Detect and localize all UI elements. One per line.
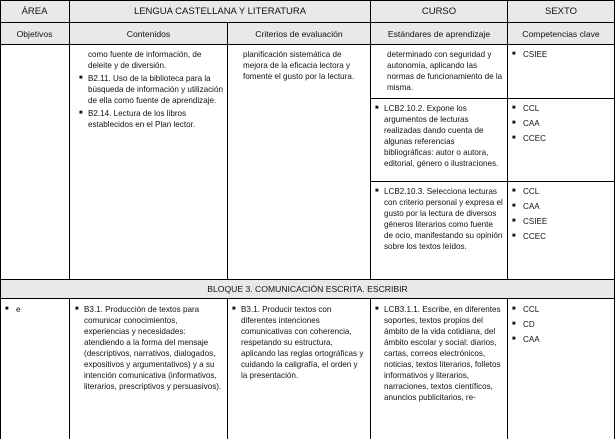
curso-label: CURSO — [421, 6, 457, 17]
estandar-item: ■ LCB2.10.2. Expone los argumentos de lecturas realizadas dando cuenta de algunas referencias bibliográficas: autor o autora, editorial, género o ilustraciones. — [375, 104, 499, 168]
competencia-item: ■ CAA — [512, 202, 540, 211]
estandar-text: LCB2.10.3. Selecciona lecturas con criterio personal y expresa el gusto por la lectura de diversos géneros literarios como fuente de ocio, manifestando su opinión sobre los textos leídos. — [384, 187, 503, 251]
competencias-cell — [510, 49, 610, 64]
block3-criterio: ■ B3.1. Producir textos con diferentes intenciones comunicativas con coherencia, respetando su estructura, aplicando las reglas ortográficas y cuidando la caligrafía, el orden y la presentación. — [232, 305, 364, 380]
col-header-contenidos: Contenidos — [126, 28, 171, 39]
block3-contenido: ■ B3.1. Producción de textos para comunicar conocimientos, experiencias y necesidades: atendiendo a la forma del mensaje (descriptivos, narrativos, dialogados, expositivos y argumentativos) y a su intención comunicativa (informativos, literarios, prescriptivos y persuasivos). — [75, 305, 222, 391]
competencia-item: ■ CCL — [512, 104, 540, 113]
competencia-item: ■ CCEC — [512, 134, 546, 143]
competencia-item: ■ CCEC — [512, 232, 546, 241]
competencia-item: ■ CSIEE — [512, 217, 548, 226]
criterio-text: B3.1. Producir textos con diferentes intenciones comunicativas con coherencia, respetando su estructura, aplicando las reglas ortográficas y cuidando la caligrafía, el orden y la presentación. — [241, 305, 364, 380]
objetivo-item: ■ e — [5, 305, 21, 314]
competencias-cell — [510, 103, 610, 148]
competencia-item: ■ CAA — [512, 335, 540, 344]
estandar-item: ■ LCB2.10.3. Selecciona lecturas con criterio personal y expresa el gusto por la lectura de diversos géneros literarios como fuente de ocio, manifestando su opinión sobre los textos leídos. — [375, 187, 503, 251]
competencia-item: ■ CAA — [512, 119, 540, 128]
contenido-text: B3.1. Producción de textos para comunicar conocimientos, experiencias y necesidades: atendiendo a la forma del mensaje (descriptivos, narrativos, dialogados, expositivos y argumentativos) y a su intención comunicativa (informativos, literarios, prescriptivos y persuasivos). — [84, 305, 222, 391]
col-header-competencias: Competencias clave — [522, 28, 600, 39]
area-label: ÁREA — [21, 6, 48, 17]
competencia-item: ■ CSIEE — [512, 50, 548, 59]
col-header-estandares: Estándares de aprendizaje — [387, 28, 491, 39]
list-item: ■ B2.14. Lectura de los libros establecidos en el Plan lector. — [79, 109, 196, 129]
objetivo-cell — [3, 304, 67, 319]
estandar-text: LCB2.10.2. Expone los argumentos de lecturas realizadas dando cuenta de algunas referencias bibliográficas: autor o autora, editorial, género o ilustraciones. — [384, 104, 499, 168]
block2-criterio: planificación sistemática de mejora de la eficacia lectora y fomente el gusto por la lectura. — [243, 50, 355, 81]
competencias-cell — [510, 186, 610, 246]
block3-estandar: ■ LCB3.1.1. Escribe, en diferentes soportes, textos propios del ámbito de la vida cotidiana, del ámbito escolar y social: diarios, cartas, correos electrónicos, noticias, textos literarios, folletos informativos y literarios, narraciones, textos científicos, anuncios publicitarios, re- — [375, 305, 501, 402]
competencia-item: ■ CCL — [512, 305, 540, 314]
contenido-continuation: como fuente de información, de deleite y de diversión. — [88, 50, 202, 70]
competencias-cell — [510, 304, 610, 349]
subject-title: LENGUA CASTELLANA Y LITERATURA — [133, 6, 307, 17]
estandar-text: determinado con seguridad y autonomía, aplicando las normas de funcionamiento de la misma. — [387, 50, 503, 92]
competencia-item: ■ CCL — [512, 187, 540, 196]
competencia-item: ■ CD — [512, 320, 535, 329]
col-header-objetivos: Objetivos — [16, 28, 53, 39]
col-header-criterios: Criterios de evaluación — [255, 28, 343, 39]
estandar-text: LCB3.1.1. Escribe, en diferentes soportes, textos propios del ámbito de la vida cotidiana, del ámbito escolar y social: diarios, cartas, correos electrónicos, noticias, textos literarios, folletos informativos y literarios, narraciones, textos científicos, anuncios publicitarios, re- — [384, 305, 501, 402]
block3-title: BLOQUE 3. COMUNICACIÓN ESCRITA. ESCRIBIR — [207, 284, 408, 294]
curso-value: SEXTO — [544, 6, 578, 17]
contenido-text: B2.14. Lectura de los libros establecidos en el Plan lector. — [88, 109, 196, 129]
list-item: ■ B2.11. Uso de la biblioteca para la búsqueda de información y utilización de ella como fuente de aprendizaje. — [79, 74, 223, 105]
contenido-text: B2.11. Uso de la biblioteca para la búsqueda de información y utilización de ella como fuente de aprendizaje. — [88, 74, 223, 105]
block2-contenidos — [77, 49, 223, 132]
